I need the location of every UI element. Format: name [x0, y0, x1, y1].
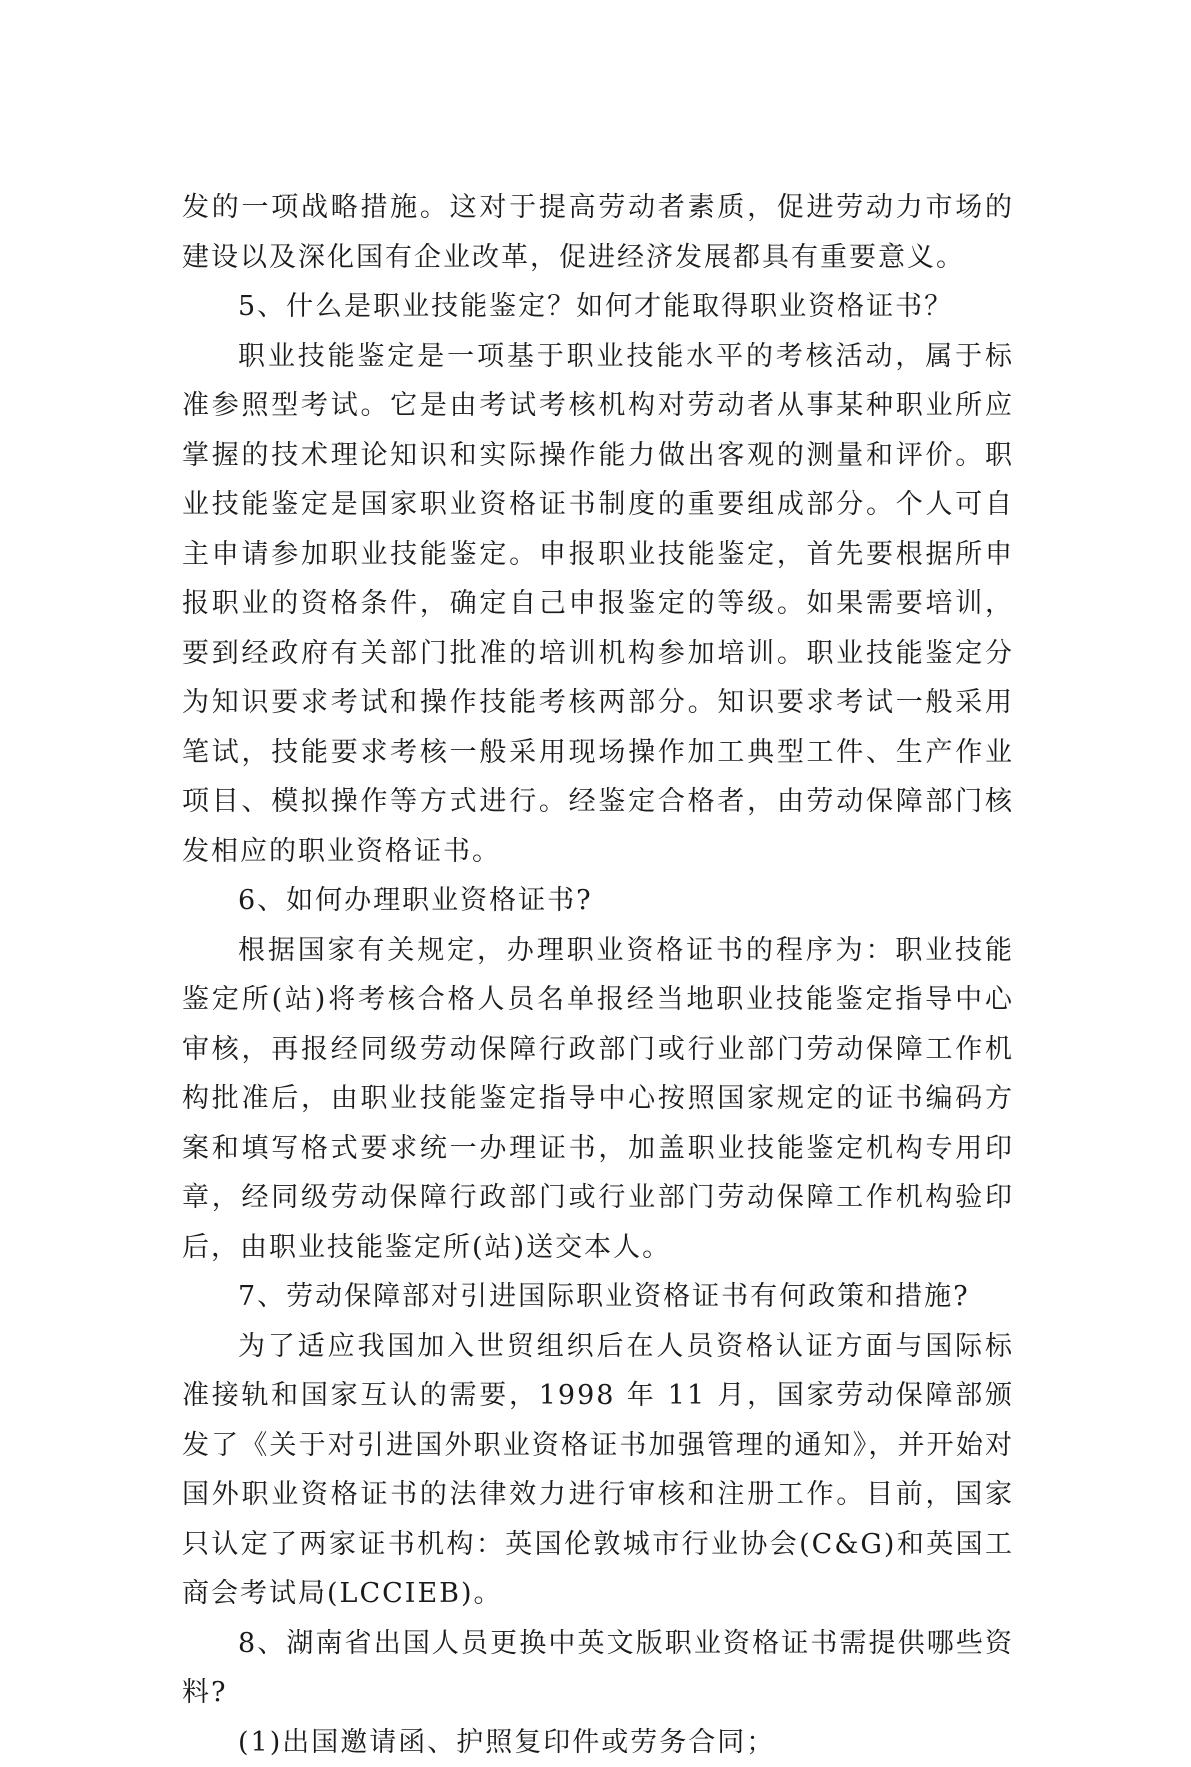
answer-item-8-1: (1)出国邀请函、护照复印件或劳务合同； [182, 1718, 1014, 1767]
paragraph-continuation: 发的一项战略措施。这对于提高劳动者素质，促进劳动力市场的建设以及深化国有企业改革，促进经济发展都具有重要意义。 [182, 183, 1014, 282]
question-heading-6: 6、如何办理职业资格证书? [182, 876, 1014, 926]
answer-paragraph-6: 根据国家有关规定，办理职业资格证书的程序为：职业技能鉴定所(站)将考核合格人员名单报经当地职业技能鉴定指导中心审核，再报经同级劳动保障行政部门或行业部门劳动保障工作机构批准后，由职业技能鉴定指导中心按照国家规定的证书编码方案和填写格式要求统一办理证书，加盖职业技能鉴定机构专用印章，经同级劳动保障行政部门或行业部门劳动保障工作机构验印后，由职业技能鉴定所(站)送交本人。 [182, 926, 1014, 1273]
document-page [182, 183, 1014, 1767]
answer-paragraph-7: 为了适应我国加入世贸组织后在人员资格认证方面与国际标准接轨和国家互认的需要，1998 年 11 月，国家劳动保障部颁发了《关于对引进国外职业资格证书加强管理的通知》，并开始对国外职业资格证书的法律效力进行审核和注册工作。目前，国家只认定了两家证书机构：英国伦敦城市行业协会(C&G)和英国工商会考试局(LCCIEB)。 [182, 1322, 1014, 1619]
answer-paragraph-5: 职业技能鉴定是一项基于职业技能水平的考核活动，属于标准参照型考试。它是由考试考核机构对劳动者从事某种职业所应掌握的技术理论知识和实际操作能力做出客观的测量和评价。职业技能鉴定是国家职业资格证书制度的重要组成部分。个人可自主申请参加职业技能鉴定。申报职业技能鉴定，首先要根据所申报职业的资格条件，确定自己申报鉴定的等级。如果需要培训，要到经政府有关部门批准的培训机构参加培训。职业技能鉴定分为知识要求考试和操作技能考核两部分。知识要求考试一般采用笔试，技能要求考核一般采用现场操作加工典型工件、生产作业项目、模拟操作等方式进行。经鉴定合格者，由劳动保障部门核发相应的职业资格证书。 [182, 332, 1014, 877]
question-heading-8: 8、湖南省出国人员更换中英文版职业资格证书需提供哪些资料? [182, 1619, 1014, 1718]
question-heading-5: 5、什么是职业技能鉴定？如何才能取得职业资格证书？ [182, 282, 1014, 332]
question-heading-7: 7、劳动保障部对引进国际职业资格证书有何政策和措施? [182, 1272, 1014, 1322]
